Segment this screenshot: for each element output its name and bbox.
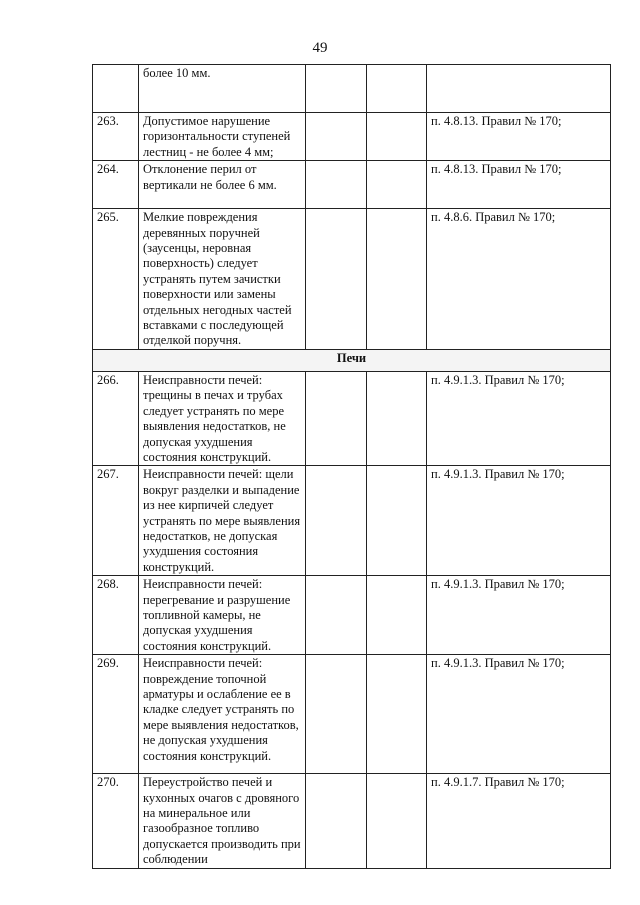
- rule-reference: п. 4.9.1.3. Правил № 170;: [427, 655, 611, 774]
- row-number: 269.: [93, 655, 139, 774]
- empty-cell: [306, 576, 367, 655]
- row-number: 264.: [93, 161, 139, 209]
- empty-cell: [306, 65, 367, 113]
- rule-reference: п. 4.8.13. Правил № 170;: [427, 161, 611, 209]
- empty-cell: [306, 774, 367, 868]
- table-row: [93, 161, 611, 209]
- empty-cell: [306, 161, 367, 209]
- requirement-text: Неисправности печей: щели вокруг разделки и выпадение из нее кирпичей следует устранять по мере выявления недостатков, не допуская ухудшения состояния конструкций.: [139, 466, 306, 576]
- empty-cell: [306, 113, 367, 161]
- empty-cell: [367, 113, 427, 161]
- empty-cell: [367, 371, 427, 465]
- rule-reference: п. 4.9.1.3. Правил № 170;: [427, 466, 611, 576]
- empty-cell: [367, 65, 427, 113]
- rows-before-section: [93, 65, 611, 350]
- row-number: 266.: [93, 371, 139, 465]
- table-row: [93, 655, 611, 774]
- requirement-text: Допустимое нарушение горизонтальности ступеней лестниц - не более 4 мм;: [139, 113, 306, 161]
- table-row: [93, 371, 611, 465]
- rule-reference: п. 4.8.13. Правил № 170;: [427, 113, 611, 161]
- rule-reference: п. 4.9.1.3. Правил № 170;: [427, 371, 611, 465]
- table-row: [93, 466, 611, 576]
- empty-cell: [367, 209, 427, 350]
- rule-reference: п. 4.8.6. Правил № 170;: [427, 209, 611, 350]
- rule-reference: [427, 65, 611, 113]
- rule-reference: п. 4.9.1.7. Правил № 170;: [427, 774, 611, 868]
- empty-cell: [367, 466, 427, 576]
- table-row: [93, 65, 611, 113]
- empty-cell: [367, 161, 427, 209]
- requirement-text: Мелкие повреждения деревянных поручней (заусенцы, неровная поверхность) следует устранять путем зачистки поверхности или замены отдельных негодных частей вставками с последующей отделкой поручня.: [139, 209, 306, 350]
- requirement-text: Неисправности печей: трещины в печах и трубах следует устранять по мере выявления недостатков, не допуская ухудшения состояния конструкций.: [139, 371, 306, 465]
- row-number: 270.: [93, 774, 139, 868]
- section-row: [93, 349, 611, 371]
- table-row: [93, 774, 611, 868]
- row-number: [93, 65, 139, 113]
- empty-cell: [306, 655, 367, 774]
- row-number: 267.: [93, 466, 139, 576]
- rows-after-section: [93, 371, 611, 868]
- empty-cell: [306, 371, 367, 465]
- row-number: 265.: [93, 209, 139, 350]
- table-row: [93, 209, 611, 350]
- row-number: 268.: [93, 576, 139, 655]
- table-row: [93, 113, 611, 161]
- requirement-text: Неисправности печей: повреждение топочной арматуры и ослабление ее в кладке следует устранять по мере выявления недостатков, не допуская ухудшения состояния конструкций.: [139, 655, 306, 774]
- empty-cell: [306, 466, 367, 576]
- empty-cell: [367, 774, 427, 868]
- table-row: [93, 576, 611, 655]
- requirement-text: Переустройство печей и кухонных очагов с дровяного на минеральное или газообразное топливо допускается производить при соблюдении: [139, 774, 306, 868]
- row-number: 263.: [93, 113, 139, 161]
- requirement-text: более 10 мм.: [139, 65, 306, 113]
- empty-cell: [367, 655, 427, 774]
- requirements-table: [92, 64, 611, 869]
- empty-cell: [306, 209, 367, 350]
- requirement-text: Отклонение перил от вертикали не более 6 мм.: [139, 161, 306, 209]
- section-header: [93, 349, 611, 371]
- page-number: 49: [312, 40, 328, 56]
- rule-reference: п. 4.9.1.3. Правил № 170;: [427, 576, 611, 655]
- section-title: Печи: [93, 349, 611, 371]
- empty-cell: [367, 576, 427, 655]
- requirement-text: Неисправности печей: перегревание и разрушение топливной камеры, не допуская ухудшения состояния конструкций.: [139, 576, 306, 655]
